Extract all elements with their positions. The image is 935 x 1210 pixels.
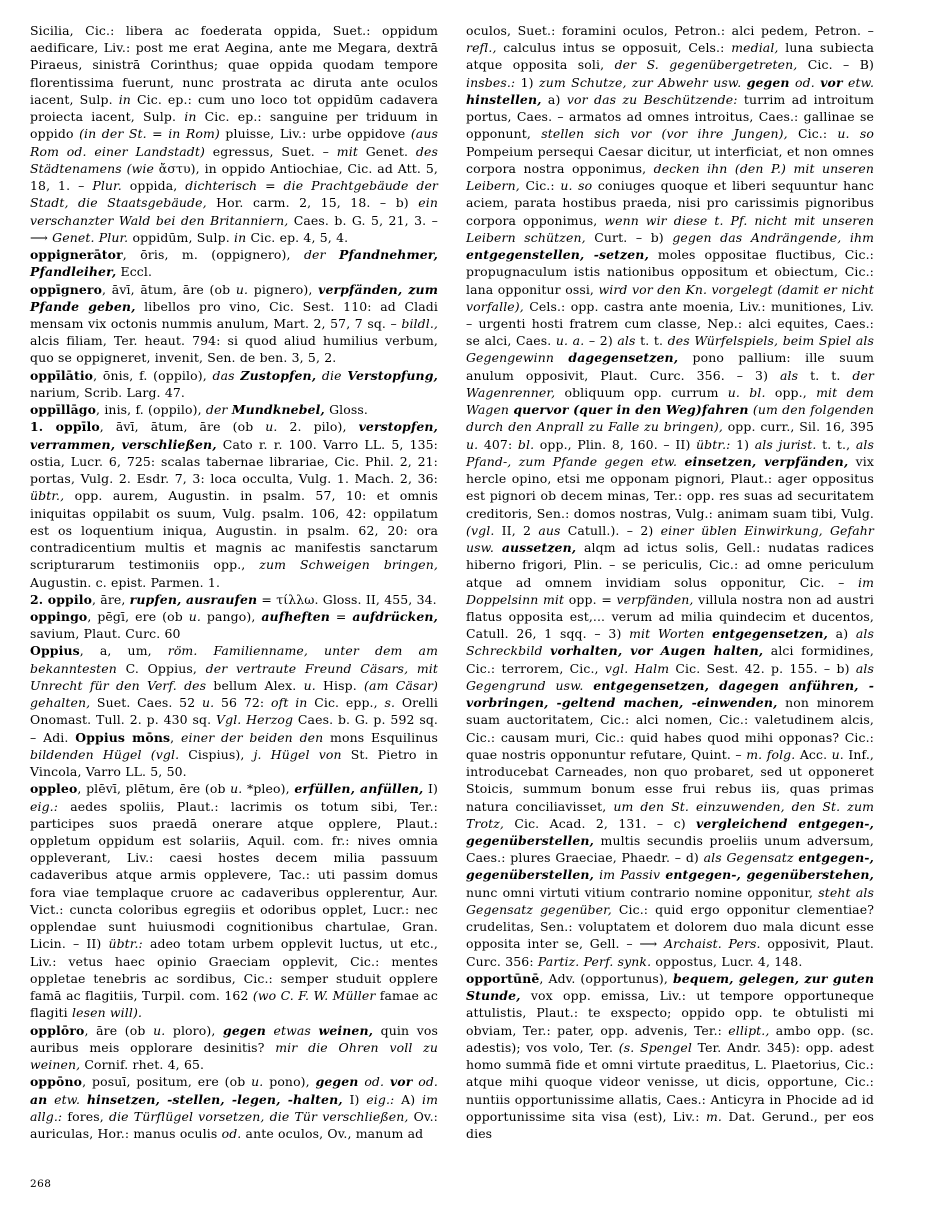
page-columns	[30, 22, 906, 1162]
dictionary-entry: oppōno, posuī, positum, ere (ob u. pono), gegen od. vor od. an etw. hinsetzen, -stellen, -legen, -halten, I) eig.: A) im allg.: fores, die Türflügel vorsetzen, die Tür verschließen, Ov.: auriculas, Hor.: manus oculis od. ante oculos, Ov., manum ad	[30, 1074, 439, 1141]
dictionary-entry: oppleo, plēvī, plētum, ēre (ob u. *pleo), erfüllen, anfüllen, I) eig.: aedes spoliis, Plaut.: lacrimis os totum sibi, Ter.: participes suos praedā onerare atque opplere, Plaut.: oppletum oppidum est solariis, Aquil. com. fr.: nives omnia oppleverant, Liv.: caesi hostes decem milia passuum cadaveribus atque armis opplevere, Tac.: uti passim domus fora viae templaque cruore ac cadaveribus opplerentur, Aur. Vict.: cuncta coloribus egregiis et odoribus opplet, Lucr.: nec opplendae sunt huiusmodi cognitionibus chartulae, Gran. Licin. – II) übtr.: adeo totam urbem opplevit luctus, ut etc., Liv.: vetus haec opinio Graeciam opplevit, Cic.: mentes oppletae tenebris ac sordibus, Cic.: semper studuit opplere famā ac flagitiis, Turpil. com. 162 (wo C. F. W. Müller famae ac flagiti lesen will).	[30, 781, 439, 1021]
dictionary-entry: oppīllāgo, inis, f. (oppilo), der Mundknebel, Gloss.	[30, 402, 368, 418]
dictionary-entry: oppīgnero, āvī, ātum, āre (ob u. pignero), verpfänden, zum Pfande geben, libellos pro vino, Cic. Sest. 110: ad Cladi mensam vix octonis nummis anulum, Mart. 2, 57, 7 sq. – bildl., alcis filiam, Ter. heaut. 794: si quod aliud humilius verbum, quo se oppigneret, invenit, Sen. de ben. 3, 5, 2.	[30, 281, 438, 366]
entry-continuation: oculos, Suet.: foramini oculos, Petron.: alci pedem, Petron. – refl., calculus intus se opposuit, Cels.: medial, luna subiecta atque opposita soli, der S. gegenübergetreten, Cic. – B) insbes.: 1) zum Schutze, zur Abwehr usw. gegen od. vor etw. hinstellen, a) vor das zu Beschützende: turrim ad introitum portus, Caes. – armatos ad omnes introitus, Caes.: gallinae se opponunt, stellen sich vor (vor ihre Jungen), Cic.: u. so Pompeium persequi Caesar dicitur, ut interficiat, et non omnes corpora nostra opponimus, decken ihn (den P.) mit unseren Leibern, Cic.: u. so coniuges quoque et liberi sequuntur hanc aciem, parata hostibus praeda, nisi pro carissimis pignoribus corpora opponimus, wenn wir diese t. Pf. nicht mit unseren Leibern schützen, Curt. – b) gegen das Andrängende, ihm entgegenstellen, -setzen, moles oppositae fluctibus, Cic.: propugnaculum istis nationibus oppositum et obiectum, Cic.: lana opponitur ossi, wird vor den Kn. vorgelegt (damit er nicht vorfalle), Cels.: opp. castra ante moenia, Liv.: munitiones, Liv. – urgenti hosti fratrem cum classe, Nep.: alci equites, Caes.: se alci, Caes. u. a. – 2) als t. t. des Würfelspiels, beim Spiel als Gegengewinn dagegensetzen, pono pallium: ille suum anulum opposivit, Plaut. Curc. 356. – 3) als t. t. der Wagenrenner, obliquum opp. currum u. bl. opp., mit dem Wagen quervor (quer in den Weg)fahren (um den folgenden durch den Anprall zu Falle zu bringen), opp. curr., Sil. 16, 395 u. 407: bl. opp., Plin. 8, 160. – II) übtr.: 1) als jurist. t. t., als Pfand-, zum Pfande gegen etw. einsetzen, verpfänden, vix hercle opino, etsi me opponam pignori, Plaut.: ager oppositus est pignori ob decem minas, Ter.: opp. res suas ad securitatem creditoris, Sen.: domos nostras, Vulg.: animam suam tibi, Vulg. (vgl. II, 2 aus Catull.). – 2) einer üblen Einwirkung, Gefahr usw. aussetzen, alqm ad ictus solis, Gell.: nudatas radices hiberno frigori, Plin. – se periculis, Cic.: ad omne periculum atque ad omnem invidiam solus opponitur, Cic. – im Doppelsinn mit opp. = verpfänden, villula nostra non ad austri flatus opposita est,... verum ad milia quindecim et ducentos, Catull. 26, 1 sqq. – 3) mit Worten entgegensetzen, a) als Schreckbild vorhalten, vor Augen halten, alci formidines, Cic.: terrorem, Cic., vgl. Halm Cic. Sest. 42. p. 155. – b) als Gegengrund usw. entgegensetzen, dagegen anführen, -vorbringen, -geltend machen, -einwenden, non minorem suam auctoritatem, Cic.: alci nomen, Cic.: valetudinem alcis, Cic.: causam muri, Cic.: quid habes quod mihi opponas? Cic.: quae nostris opponuntur refutare, Quint. – m. folg. Acc. u. Inf., introducebat Carneades, non quo probaret, sed ut opponeret Stoicis, summum bonum esse frui rebus iis, quas primas natura conciliavisset, um den St. einzuwenden, den St. zum Trotz, Cic. Acad. 2, 131. – c) vergleichend entgegen-, gegenüberstellen, multis secundis proeliis unum adversum, Caes.: plures Graeciae, Phaedr. – d) als Gegensatz entgegen-, gegenüberstellen, im Passiv entgegen-, gegenüberstehen, nunc omni virtuti vitium contrario nomine opponitur, steht als Gegensatz gegenüber, Cic.: quid ergo opponitur clementiae? crudelitas, Sen.: voluptatem et dolorem duo mala dicunt esse opposita inter se, Gell. – ⟶ Archaist. Pers. opposivit, Plaut. Curc. 356: Partiz. Perf. synk. oppostus, Lucr. 4, 148.	[466, 23, 875, 969]
dictionary-entry: opplōro, āre (ob u. ploro), gegen etwas weinen, quin vos auribus meis opplorare desinitis? mir die Ohren voll zu weinen, Cornif. rhet. 4, 65.	[30, 1022, 438, 1073]
entry-continuation: Sicilia, Cic.: libera ac foederata oppida, Suet.: oppidum aedificare, Liv.: post me erat Aegina, ante me Megara, dextrā Piraeus, sinistrā Corinthus; quae oppida quodam tempore florentissima fuerunt, nunc prostrata ac diruta ante oculos iacent, Sulp. in Cic. ep.: cum uno loco tot oppidūm cadavera proiecta iacent, Sulp. in Cic. ep.: sanguine per triduum in oppido (in der St. = in Rom) pluisse, Liv.: urbe oppidove (aus Rom od. einer Landstadt) egressus, Suet. – mit Genet. des Städtenamens (wie ἄστυ), in oppido Antiochiae, Cic. ad Att. 5, 18, 1. – Plur. oppida, dichterisch = die Prachtgebäude der Stadt, die Staatsgebäude, Hor. carm. 2, 15, 18. – b) ein verschanzter Wald bei den Britanniern, Caes. b. G. 5, 21, 3. – ⟶ Genet. Plur. oppidūm, Sulp. in Cic. ep. 4, 5, 4.	[30, 23, 438, 245]
dictionary-entry: oppīlātio, ōnis, f. (oppilo), das Zustopfen, die Verstopfung, narium, Scrib. Larg. 47.	[30, 367, 438, 400]
left-column	[30, 22, 438, 1162]
right-column	[466, 22, 874, 1162]
dictionary-entry: oppingo, pēgī, ere (ob u. pango), aufheften = aufdrücken, savium, Plaut. Curc. 60	[30, 608, 438, 642]
dictionary-entry: Oppius, a, um, röm. Familienname, unter dem am bekanntesten C. Oppius, der vertraute Freund Cäsars, mit Unrecht für den Verf. des bellum Alex. u. Hisp. (am Cäsar) gehalten, Suet. Caes. 52 u. 56 72: oft in Cic. epp., s. Orelli Onomast. Tull. 2. p. 430 sq. Vgl. Herzog Caes. b. G. p. 592 sq. – Adi. Oppius mōns, einer der beiden den mons Esquilinus bildenden Hügel (vgl. Cispius), j. Hügel von St. Pietro in Vincola, Varro LL. 5, 50.	[30, 643, 439, 780]
dictionary-entry: 1. oppīlo, āvī, ātum, āre (ob u. 2. pilo), verstopfen, verrammen, verschließen, Cato r. r. 100. Varro LL. 5, 135: ostia, Lucr. 6, 725: scalas tabernae librariae, Cic. Phil. 2, 21: portas, Vulg. 2. Esdr. 7, 3: loca occulta, Vulg. 1. Mach. 2, 36: übtr., opp. aurem, Augustin. in psalm. 57, 10: et omnis iniquitas oppilabit os suum, Vulg. psalm. 106, 42: oppilatum est os loquentium iniqua, Augustin. in psalm. 62, 20: ora contradicentium multis et magnis ac manifestis sanctarum scripturarum testimoniis opp., zum Schweigen bringen, Augustin. c. epist. Parmen. 1.	[30, 419, 439, 590]
page-number: 268	[30, 1178, 52, 1190]
dictionary-entry: oppignerātor, ōris, m. (oppignero), der Pfandnehmer, Pfandleiher, Eccl.	[30, 247, 439, 280]
dictionary-entry: opportūnē, Adv. (opportunus), bequem, gelegen, zur guten Stunde, vox opp. emissa, Liv.: ut tempore opportuneque attulistis, Plaut.: te exspecto; oppido opp. te obtulisti mi obviam, Ter.: pater, opp. advenis, Ter.: ellipt., ambo opp. (sc. adestis); vos volo, Ter. (s. Spengel Ter. Andr. 345): opp. adest homo summā fide et omni virtute praeditus, L. Plaetorius, Cic.: atque mihi quoque videor venisse, ut dicis, opportune, Cic.: nuntiis opportunissime allatis, Caes.: Anticyra in Phocide ad id opportunissime sita visa (est), Liv.: m. Dat. Gerund., per eos dies	[466, 970, 875, 1141]
dictionary-entry: 2. oppilo, āre, rupfen, ausraufen = τίλλω. Gloss. II, 455, 34.	[30, 591, 437, 607]
